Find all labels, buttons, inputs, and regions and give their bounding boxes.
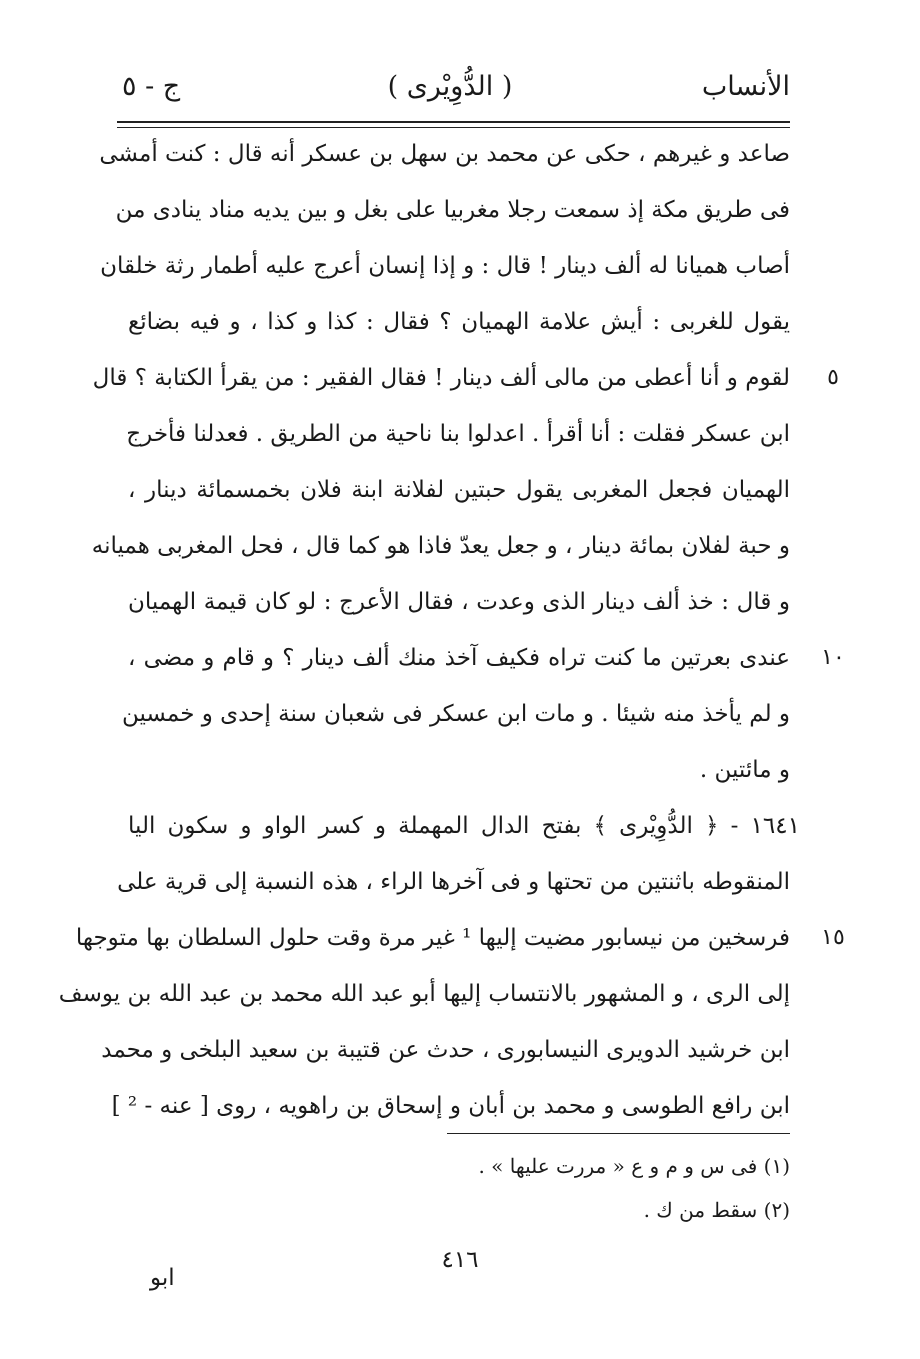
text-line: عندى بعرتين ما كنت تراه فكيف آخذ منك ألف دينار ؟ و قام و مضى ، — [128, 645, 790, 671]
text-line: و لم يأخذ منه شيئا . و مات ابن عسكر فى شعبان سنة إحدى و خمسين — [121, 701, 790, 727]
line-number-10: ١٠ — [821, 645, 845, 670]
footnote-rule — [447, 1133, 790, 1134]
page-header — [110, 62, 790, 112]
catchword: ابو — [150, 1265, 175, 1291]
footnote-1: (١) فى س و م و ع « مررت عليها » . — [478, 1154, 790, 1178]
footnote-2: (٢) سقط من ك . — [643, 1198, 790, 1222]
text-line: أصاب هميانا له ألف دينار ! قال : و إذا إنسان أعرج عليه أطمار رثة خلقان — [100, 253, 790, 279]
line-number-15: ١٥ — [821, 925, 845, 950]
text-line: ابن خرشيد الدويرى النيسابورى ، حدث عن قتيبة بن سعيد البلخى و محمد — [101, 1037, 790, 1063]
line-number-5: ٥ — [827, 365, 839, 390]
text-line: و قال : خذ ألف دينار الذى وعدت ، فقال الأعرج : لو كان قيمة الهميان — [128, 589, 790, 615]
text-line: إلى الرى ، و المشهور بالانتساب إليها أبو عبد الله محمد بن عبد الله بن يوسف — [58, 981, 790, 1007]
text-line: لقوم و أنا أعطى من مالى ألف دينار ! فقال الفقير : من يقرأ الكتابة ؟ قال — [92, 365, 790, 391]
header-rule — [117, 121, 790, 123]
text-line: و مائتين . — [699, 757, 790, 783]
page-number: ٤١٦ — [441, 1247, 479, 1273]
entry-title: ( الدُّوِيْرى ) — [387, 71, 513, 102]
text-line: الهميان فجعل المغربى يقول حبتين لفلانة ابنة فلان بخمسمائة دينار ، — [128, 477, 790, 503]
entry-heading-line: ١٦٤١ - ﴿ الدُّوِيْرى ﴾ بفتح الدال المهملة و كسر الواو و سكون اليا — [128, 813, 800, 839]
text-line: يقول للغربى : أيش علامة الهميان ؟ فقال : كذا و كذا ، و فيه بضائع — [128, 309, 790, 335]
text-line: فى طريق مكة إذ سمعت رجلا مغربيا على بغل و بين يديه مناد ينادى من — [115, 197, 790, 223]
book-title: الأنساب — [701, 71, 790, 102]
text-line: صاعد و غيرهم ، حكى عن محمد بن سهل بن عسكر أنه قال : كنت أمشى — [99, 141, 790, 167]
text-line: المنقوطه باثنتين من تحتها و فى آخرها الراء ، هذه النسبة إلى قرية على — [117, 869, 790, 895]
volume-label: ج - ٥ — [122, 71, 181, 102]
text-line: فرسخين من نيسابور مضيت إليها ¹ غير مرة وقت حلول السلطان بها متوجها — [75, 925, 790, 951]
text-line: ابن عسكر فقلت : أنا أقرأ . اعدلوا بنا ناحية من الطريق . فعدلنا فأخرج — [126, 421, 790, 447]
text-line: و حبة لفلان بمائة دينار ، و جعل يعدّ فاذا هو كما قال ، فحل المغربى هميانه — [91, 533, 790, 559]
text-line: ابن رافع الطوسى و محمد بن أبان و إسحاق بن راهويه ، روى [ عنه - ² ] — [111, 1093, 790, 1119]
